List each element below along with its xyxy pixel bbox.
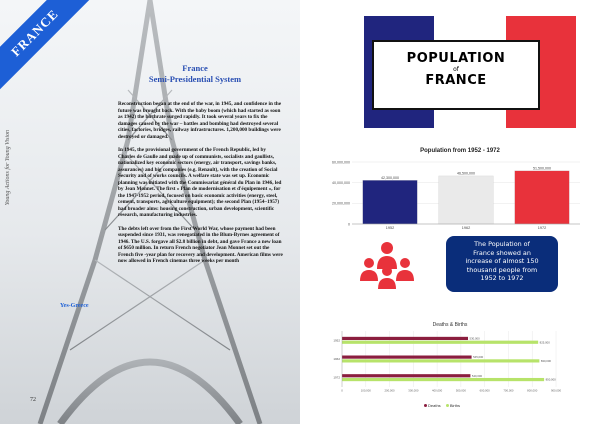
- x-tick-label: 1972: [537, 226, 547, 230]
- population-callout: [446, 236, 558, 292]
- callout-line: 1952 to 1972: [480, 274, 524, 283]
- country-banner: FRANCE: [0, 0, 99, 97]
- x-tick-label: 1952: [385, 226, 395, 230]
- population-value-label: 51,500,000: [533, 166, 551, 171]
- deaths-bar: [342, 337, 468, 340]
- legend-label-deaths: Deaths: [428, 403, 441, 408]
- deaths-value-label: 530,000: [469, 336, 480, 341]
- x-tick-label: 200,000: [384, 388, 395, 393]
- population-value-label: 46,500,000: [457, 171, 475, 176]
- legend-label-births: Births: [449, 403, 461, 408]
- heading-country: France: [182, 63, 208, 73]
- title-line-of: of: [453, 66, 459, 73]
- births-value-label: 850,000: [545, 377, 556, 382]
- right-page: [300, 0, 600, 424]
- population-bar-chart: [318, 156, 588, 232]
- deaths-bar: [342, 374, 470, 377]
- population-bar: [515, 171, 570, 224]
- births-deaths-legend: [420, 403, 460, 408]
- sidebar-vertical-text: Young Actions for Young Vision: [5, 130, 11, 206]
- people-icon: [358, 239, 416, 289]
- section-heading: [120, 63, 270, 85]
- paragraph-reconstruction: Reconstruction began at the end of the war, in 1945, and confidence in the future was brought back. With the baby boom (which had started as soon as 1942) the birthrate surged rapidly. It took several years to fix the damages caused by the war – battles and bombing had destroyed several cities, factories, bridges, railway infrastructures. 1,200,000 buildings were destroyed or damaged.: [118, 101, 282, 140]
- population-bar: [363, 180, 418, 224]
- paragraph-government: In 1945, the provisional government of the French Republic, led by Charles de Gaulle and made up of communists, socialists and gaullists, nationalized key economic sectors (energy, air transport, savings banks, assurances) and big companies (e.g. Renault), with the creation of Social Security and of works councils. A welfare state was set up. Economic planning was initiated with the Commissariat général du Plan in 1946, led by Jean Monnet. The first « Plan de modernisation et d'équipement », for the 1947-1952 period, focused on basic economic activities (energy, steel, cement, transports, agriculture equipment); the second Plan (1954–1957) had broader aims: housing construction, urban development, scientific research, manufacturing industries.: [118, 147, 282, 218]
- births-value-label: 825,000: [539, 340, 550, 345]
- x-tick-label: 300,000: [408, 388, 419, 393]
- births-bar: [342, 341, 538, 344]
- callout-line: thousand people from: [466, 265, 538, 274]
- deaths-value-label: 545,000: [473, 355, 484, 360]
- population-chart-title: Population from 1952 - 1972: [420, 148, 500, 154]
- callout-line: increase of almost 150: [465, 257, 539, 266]
- births-deaths-bar-chart: [330, 327, 586, 405]
- births-value-label: 830,000: [540, 359, 551, 363]
- x-tick-label: 500,000: [455, 388, 466, 393]
- legend-swatch-deaths: [424, 404, 427, 407]
- y-tick-label: 40,000,000: [332, 180, 350, 185]
- births-bar: [342, 359, 539, 362]
- x-tick-label: 800,000: [527, 388, 538, 393]
- x-tick-label: 100,000: [360, 388, 371, 393]
- deaths-value-label: 540,000: [471, 373, 483, 378]
- y-tick-label: 20,000,000: [332, 201, 350, 206]
- x-tick-label: 400,000: [432, 388, 443, 393]
- x-tick-label: 700,000: [503, 388, 514, 393]
- heading-system: Semi-Presidential System: [148, 74, 242, 84]
- y-tick-label: 1952: [333, 338, 340, 343]
- x-tick-label: 900,000: [550, 388, 562, 393]
- x-tick-label: 1962: [461, 226, 471, 230]
- title-line-population: POPULATION: [406, 51, 506, 66]
- deaths-bar: [342, 356, 472, 359]
- y-tick-label: 0: [348, 222, 350, 227]
- callout-line: The Population of: [474, 240, 530, 248]
- x-tick-label: 0: [341, 388, 343, 393]
- page-title: [372, 40, 540, 110]
- article-body: [118, 101, 283, 272]
- page-number: 72: [30, 397, 36, 403]
- callout-line: France showed an: [473, 248, 531, 257]
- paragraph-debts: The debts left over from the First World War, whose payment had been suspended since 1931, was renegotiated in the Blum-Byrnes agreement of 1946. The U.S. forgave all $2.8 billion in debt, and gave France a new loan of $650 million. In return French negotiator Jean Monnet set out the French five -year plan for recovery and development. American films were now allowed in French cinemas three weeks per month: [118, 225, 283, 264]
- title-line-france: FRANCE: [425, 73, 487, 88]
- population-value-label: 42,300,000: [381, 175, 399, 180]
- births-bar: [342, 378, 544, 381]
- x-tick-label: 600,000: [479, 388, 490, 393]
- brand-label: Yes-Greece: [60, 303, 89, 309]
- births-deaths-chart-title: Deaths & Births: [432, 322, 468, 328]
- population-bar: [439, 176, 494, 224]
- y-tick-label: 1972: [333, 375, 340, 380]
- y-tick-label: 60,000,000: [332, 160, 350, 165]
- y-tick-label: 1962: [333, 357, 340, 361]
- legend-swatch-births: [446, 404, 449, 407]
